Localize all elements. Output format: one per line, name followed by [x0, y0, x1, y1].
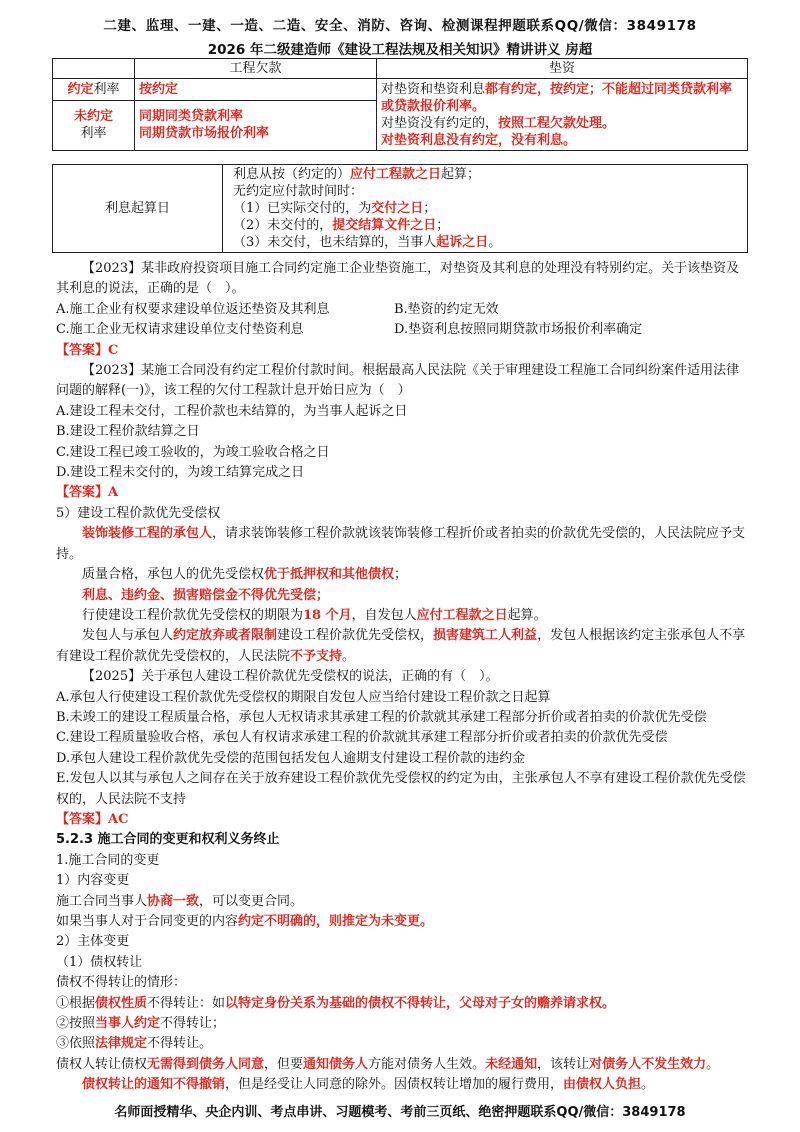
paragraph-agreement: 施工合同当事人协商一致，可以变更合同。	[56, 893, 304, 909]
paragraph-notice-irrevocable: 债权转让的通知不得撤销，但是经受让人同意的除外。因债权转让增加的履行费用，由债权人负担。	[82, 1077, 655, 1093]
paragraph-decoration-contractor: 装饰装修工程的承包人，请求装饰装修工程价款就该装饰装修工程折价或者拍卖的价款优先受偿的，人民法院应予支持。	[56, 526, 746, 562]
section-5-2-3-title: 5.2.3 施工合同的变更和权利义务终止	[56, 832, 280, 848]
header-contact-line: 二建、监理、一建、一造、二造、安全、消防、咨询、检测课程押题联系QQ/微信：3849178	[103, 18, 697, 34]
option-a: A.建设工程未交付，工程价款也未结算的，为当事人起诉之日	[56, 403, 408, 419]
cell-advance-funding-rules: 对垫资和垫资利息都有约定，按约定；不能超过同类贷款利率或贷款报价利率。 对垫资没有约定的，按照工程欠款处理。 对垫资利息没有约定，没有利息。	[377, 79, 748, 151]
heading-party-change: 2）主体变更	[56, 934, 130, 950]
question-2023-b-stem: 【2023】某施工合同没有约定工程价付款时间。根据最高人民法院《关于审理建设工程施工合同纠纷案件适用法律问题的解释(一)》，该工程的欠付工程款计息开始日应为（ ）	[56, 363, 740, 399]
cell-agreed-debt: 按约定	[135, 79, 377, 101]
interest-start-date-table	[52, 164, 748, 253]
col-header-advance-funding: 垫资	[377, 59, 748, 79]
cell-interest-start-rules: 利息从按（约定的）应付工程款之日起算； 无约定应付款时间时： （1）已实际交付的，为交付之日； （2）未交付的，提交结算文件之日； （3）未交付，也未结算的，当事人起诉之日。	[223, 165, 748, 253]
list-item-nature: ①根据债权性质不得转让：如以特定身份关系为基础的债权不得转让，父母对子女的赡养请求权。	[56, 995, 616, 1011]
paragraph-waiver: 发包人与承包人约定放弃或者限制建设工程价款优先受偿权，损害建筑工人利益，发包人根据该约定主张承包人不享有建设工程价款优先受偿权的，人民法院不予支持。	[56, 628, 746, 664]
row-label-interest-start: 利息起算日	[53, 165, 223, 253]
answer-2025: 【答案】AC	[56, 811, 129, 827]
interest-rate-table	[52, 58, 748, 151]
paragraph-period: 行使建设工程价款优先受偿权的期限为18 个月，自发包人应付工程款之日起算。	[82, 607, 547, 623]
heading-content-change: 1）内容变更	[56, 873, 130, 889]
answer-2023-b: 【答案】A	[56, 485, 119, 501]
paragraph-transfer-notice: 债权人转让债权无需得到债务人同意，但要通知债务人方能对债务人生效。未经通知，该转让对债务人不发生效力。	[56, 1056, 720, 1072]
question-2025-stem: 【2025】关于承包人建设工程价款优先受偿权的说法，正确的有（ ）。	[82, 669, 499, 685]
option-b: B.未竣工的建设工程质量合格，承包人无权请求其承建工程的价款就其承建工程部分折价或者拍卖的价款优先受偿	[56, 709, 707, 725]
table-corner-cell	[53, 59, 135, 79]
paragraph-interest-excluded: 利息、违约金、损害赔偿金不得优先受偿；	[82, 587, 330, 603]
col-header-project-debt: 工程欠款	[135, 59, 377, 79]
option-d: D.垫资利息按照同期贷款市场报价利率确定	[394, 322, 643, 338]
option-e: E.发包人以其与承包人之间存在关于放弃建设工程价款优先受偿权的约定为由，主张承包人不享有建设工程价款优先受偿权的，人民法院不支持	[56, 771, 746, 807]
paragraph-non-transferable: 债权不得转让的情形：	[56, 975, 187, 991]
question-2023-a-options-ab	[56, 300, 746, 320]
question-2023-a-options-cd	[56, 320, 746, 340]
option-c: C.建设工程质量验收合格，承包人有权请求承建工程的价款就其承建工程部分折价或者拍卖的价款优先受偿	[56, 730, 668, 746]
row-label-agreed-rate: 约定利率	[53, 79, 135, 101]
row-label-unagreed-rate: 未约定 利率	[53, 100, 135, 150]
option-d: D.建设工程未交付的，为竣工结算完成之日	[56, 465, 305, 481]
section-priority-title: 5）建设工程价款优先受偿权	[56, 505, 221, 521]
footer-contact-line: 名师面授精华、央企内训、考点串讲、习题模考、考前三页纸、绝密押题联系QQ/微信：3849178	[114, 1105, 686, 1120]
list-item-law: ③依照法律规定不得转让。	[56, 1036, 213, 1052]
question-2023-a-stem: 【2023】某非政府投资项目施工合同约定施工企业垫资施工，对垫资及其利息的处理没有特别约定。关于该垫资及其利息的说法，正确的是（ ）。	[56, 261, 740, 297]
paragraph-quality: 质量合格，承包人的优先受偿权优于抵押权和其他债权；	[82, 567, 408, 583]
cell-unagreed-debt: 同期同类贷款利率 同期贷款市场报价利率	[135, 100, 377, 150]
document-title: 2026 年二级建造师《建设工程法规及相关知识》精讲讲义 房超	[207, 42, 593, 58]
option-c: C.建设工程已竣工验收的，为竣工验收合格之日	[56, 444, 330, 460]
document-body	[56, 259, 746, 1096]
paragraph-unclear-change: 如果当事人对于合同变更的内容约定不明确的，则推定为未变更。	[56, 914, 434, 929]
answer-2023-a: 【答案】C	[56, 342, 119, 358]
option-a: A.承包人行使建设工程价款优先受偿权的期限自发包人应当给付建设工程价款之日起算	[56, 689, 551, 705]
option-c: C.施工企业无权请求建设单位支付垫资利息	[56, 322, 304, 338]
option-a: A.施工企业有权要求建设单位返还垫资及其利息	[56, 301, 330, 317]
list-item-agreement: ②按照当事人约定不得转让；	[56, 1016, 226, 1032]
heading-claim-transfer: （1）债权转让	[56, 954, 143, 970]
option-b: B.建设工程价款结算之日	[56, 424, 200, 440]
option-d: D.承包人建设工程价款优先受偿的范围包括发包人逾期支付建设工程价款的违约金	[56, 750, 526, 766]
heading-contract-change: 1.施工合同的变更	[56, 852, 160, 868]
option-b: B.垫资的约定无效	[394, 301, 499, 317]
